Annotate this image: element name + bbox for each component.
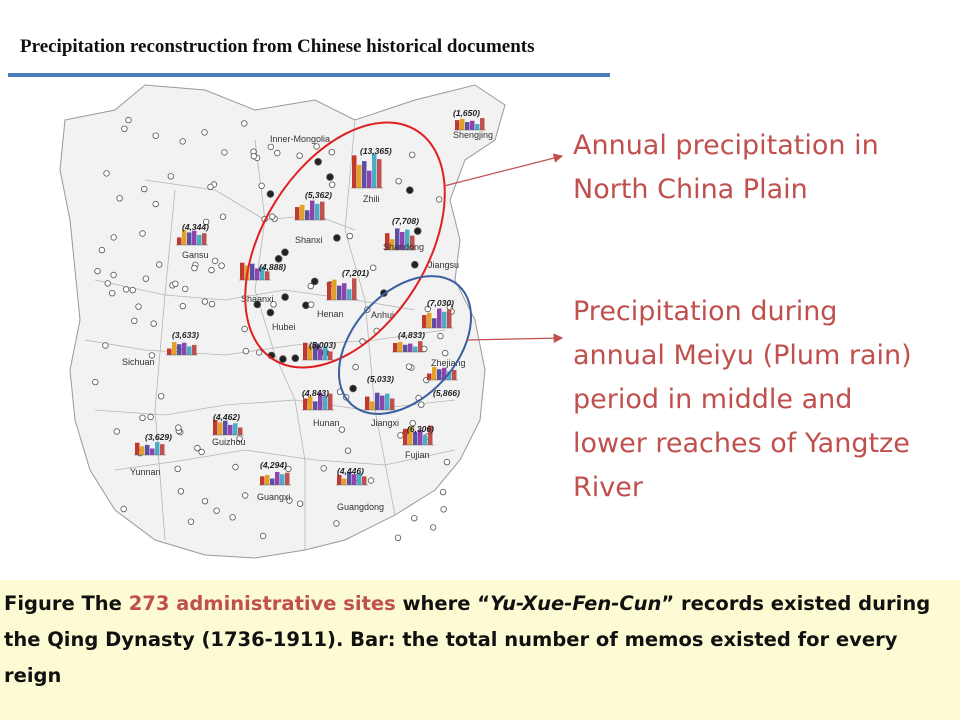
bar-guizhou-3 — [228, 425, 233, 435]
site-marker — [345, 448, 351, 454]
site-marker — [148, 414, 154, 420]
bar-guangxi-4 — [280, 474, 285, 485]
bar-guangxi-2 — [270, 479, 275, 485]
bar-shengjing-2 — [465, 122, 470, 130]
memo-count-zhili: (13,365) — [360, 146, 392, 156]
bar-site-17-5 — [452, 370, 457, 380]
province-label-yunnan: Yunnan — [130, 467, 161, 477]
memo-count-jiangxi: (5,033) — [367, 374, 394, 384]
bar-site-17-1 — [432, 367, 437, 380]
site-marker — [327, 174, 334, 181]
site-marker — [308, 302, 314, 308]
site-marker — [329, 149, 335, 155]
site-marker — [314, 144, 320, 150]
bar-site-17-2 — [437, 369, 442, 380]
site-marker — [242, 493, 248, 499]
bar-shengjing-3 — [470, 121, 475, 130]
site-marker — [259, 183, 265, 189]
qing-sites-map — [55, 80, 560, 565]
site-marker — [269, 214, 275, 220]
bar-shanxi-1 — [300, 205, 305, 220]
bar-sichuan-2 — [177, 344, 182, 355]
site-marker — [442, 350, 448, 356]
bar-fujian-4 — [423, 435, 428, 445]
memo-count-guizhou: (4,462) — [213, 412, 240, 422]
site-marker — [214, 508, 220, 514]
site-marker — [140, 415, 146, 421]
site-marker — [175, 466, 181, 472]
bar-site-13-5 — [418, 341, 423, 352]
bar-shaanxi-5 — [265, 271, 270, 280]
north-china-callout: Annual precipitation in North China Plain — [573, 130, 879, 205]
province-label-fujian: Fujian — [405, 450, 430, 460]
site-marker — [188, 519, 194, 525]
memo-count-fujian: (6,306) — [407, 424, 434, 434]
site-marker — [280, 356, 287, 363]
bar-hunan-1 — [308, 397, 313, 410]
province-label-henan: Henan — [317, 309, 344, 319]
memo-count-henan: (7,201) — [342, 268, 369, 278]
site-marker — [396, 178, 402, 184]
bar-shanxi-4 — [315, 204, 320, 220]
bar-sichuan-5 — [192, 345, 197, 355]
site-marker — [436, 197, 442, 203]
site-marker — [209, 301, 215, 307]
memo-count-guangdong: (4,446) — [337, 466, 364, 476]
site-marker — [267, 309, 274, 316]
memo-count-shengjing: (1,650) — [453, 108, 480, 118]
slide-title: Precipitation reconstruction from Chinese historical documents — [20, 36, 535, 57]
site-marker — [212, 258, 218, 264]
site-marker — [104, 171, 110, 177]
site-marker — [202, 498, 208, 504]
site-marker — [126, 117, 132, 123]
bar-guizhou-2 — [223, 421, 228, 435]
caption-box — [0, 580, 960, 720]
bar-shengjing-0 — [455, 120, 460, 130]
bar-zhili-3 — [367, 171, 372, 188]
bar-jiangxi-0 — [365, 397, 370, 410]
memo-count-shaanxi: (4,888) — [259, 262, 286, 272]
province-label-shandong: Shandong — [383, 242, 425, 252]
site-marker — [192, 265, 198, 271]
site-marker — [440, 489, 446, 495]
memo-count-sichuan: (3,633) — [172, 330, 199, 340]
bar-shanxi-5 — [320, 202, 325, 220]
bar-guizhou-0 — [213, 420, 218, 435]
bar-shaanxi-0 — [240, 263, 245, 280]
bar-hunan-2 — [313, 401, 318, 410]
memo-count-hunan: (4,843) — [302, 388, 329, 398]
site-marker — [438, 333, 444, 339]
site-marker — [321, 466, 327, 472]
bar-site-12-5 — [328, 351, 333, 360]
site-marker — [173, 281, 179, 287]
site-marker — [406, 187, 413, 194]
bar-henan-4 — [347, 289, 352, 300]
site-marker — [282, 294, 289, 301]
bar-henan-5 — [352, 278, 357, 300]
province-label-zhili: Zhili — [363, 194, 380, 204]
site-marker — [347, 233, 353, 239]
memo-count-site-12: (5,003) — [309, 340, 336, 350]
bar-guangxi-1 — [265, 475, 270, 485]
site-marker — [315, 158, 322, 165]
site-marker — [153, 133, 159, 139]
bar-yunnan-0 — [135, 443, 140, 455]
bar-guangdong-5 — [362, 476, 367, 485]
site-marker — [111, 272, 117, 278]
site-marker — [243, 348, 249, 354]
site-marker — [219, 263, 225, 269]
site-marker — [180, 303, 186, 309]
memo-count-anhui: (7,030) — [427, 298, 454, 308]
bar-gansu-3 — [192, 231, 197, 245]
site-marker — [292, 355, 299, 362]
bar-guizhou-4 — [233, 423, 238, 435]
site-marker — [103, 343, 109, 349]
site-marker — [395, 535, 401, 541]
bar-anhui-2 — [432, 318, 437, 328]
site-marker — [109, 290, 115, 296]
bar-guangdong-0 — [337, 475, 342, 485]
site-marker — [208, 184, 214, 190]
site-marker — [202, 130, 208, 136]
memo-count-yunnan: (3,629) — [145, 432, 172, 442]
province-label-inner-mongolia: Inner-Mongolia — [270, 134, 331, 144]
site-marker — [130, 287, 136, 293]
site-marker — [122, 126, 128, 132]
site-marker — [242, 121, 248, 127]
site-marker — [114, 429, 120, 435]
site-marker — [95, 268, 101, 274]
bar-gansu-4 — [197, 235, 202, 245]
province-label-guizhou: Guizhou — [212, 437, 246, 447]
site-marker — [297, 501, 303, 507]
site-marker — [141, 186, 147, 192]
site-marker — [419, 402, 425, 408]
bar-guizhou-5 — [238, 427, 243, 435]
site-marker — [430, 525, 436, 531]
bar-henan-3 — [342, 283, 347, 300]
province-label-sichuan: Sichuan — [122, 357, 155, 367]
bar-site-12-3 — [318, 348, 323, 360]
site-marker — [182, 286, 188, 292]
bar-shanxi-2 — [305, 210, 310, 220]
bar-yunnan-5 — [160, 444, 165, 455]
site-marker — [156, 262, 162, 268]
site-marker — [414, 228, 421, 235]
site-marker — [99, 247, 105, 253]
bar-zhili-5 — [377, 159, 382, 188]
site-marker — [136, 304, 142, 310]
bar-anhui-0 — [422, 315, 427, 328]
bar-gansu-0 — [177, 237, 182, 245]
bar-henan-0 — [327, 282, 332, 300]
title-underline — [8, 73, 610, 77]
site-marker — [158, 393, 164, 399]
site-marker — [353, 364, 359, 370]
site-marker — [275, 150, 281, 156]
bar-guangxi-5 — [285, 473, 290, 485]
bar-sichuan-3 — [182, 343, 187, 355]
site-marker — [412, 515, 418, 521]
bar-gansu-1 — [182, 230, 187, 245]
site-marker — [256, 350, 262, 356]
bar-anhui-4 — [442, 312, 447, 328]
bar-gansu-2 — [187, 232, 192, 245]
site-marker — [143, 276, 149, 282]
site-marker — [297, 153, 303, 159]
site-marker — [242, 326, 248, 332]
bar-sichuan-4 — [187, 346, 192, 355]
site-marker — [202, 299, 208, 305]
bar-zhili-4 — [372, 153, 377, 188]
bar-guizhou-1 — [218, 422, 223, 435]
site-marker — [176, 425, 182, 431]
bar-shaanxi-2 — [250, 264, 255, 280]
bar-shengjing-1 — [460, 119, 465, 130]
bar-henan-1 — [332, 280, 337, 300]
site-marker — [153, 201, 159, 207]
province-label-hunan: Hunan — [313, 418, 340, 428]
memo-count-shandong: (7,708) — [392, 216, 419, 226]
site-marker — [230, 515, 236, 521]
site-marker — [444, 459, 450, 465]
bar-site-13-1 — [398, 342, 403, 352]
province-label-shengjing: Shengjing — [453, 130, 494, 140]
site-marker — [406, 364, 412, 370]
memo-count-site-13: (4,833) — [398, 330, 425, 340]
caption-highlight: 273 administrative sites — [128, 592, 396, 615]
province-label-hubei: Hubei — [272, 322, 296, 332]
site-marker — [267, 191, 274, 198]
site-marker — [398, 433, 404, 439]
bar-site-13-4 — [413, 347, 418, 352]
bar-site-12-0 — [303, 343, 308, 360]
site-marker — [140, 231, 146, 237]
province-label-gansu: Gansu — [182, 250, 209, 260]
site-marker — [222, 150, 228, 156]
site-marker — [93, 379, 99, 385]
bar-yunnan-2 — [145, 445, 150, 455]
bar-sichuan-0 — [167, 349, 172, 355]
bar-jiangxi-3 — [380, 396, 385, 410]
memo-count-shanxi: (5,362) — [305, 190, 332, 200]
site-marker — [370, 265, 376, 271]
site-marker — [411, 261, 418, 268]
site-marker — [282, 249, 289, 256]
site-marker — [199, 449, 205, 455]
caption-prefix: Figure The — [4, 592, 129, 615]
site-marker — [121, 506, 127, 512]
memo-count-guangxi: (4,294) — [260, 460, 287, 470]
site-marker — [220, 214, 226, 220]
bar-yunnan-1 — [140, 446, 145, 455]
province-label-guangdong: Guangdong — [337, 502, 385, 512]
site-marker — [233, 464, 239, 470]
bar-zhili-0 — [352, 155, 357, 188]
bar-guangxi-0 — [260, 476, 265, 485]
site-marker — [311, 278, 318, 285]
caption-italic-term: Yu-Xue-Fen-Cun — [490, 592, 662, 615]
site-marker — [209, 267, 215, 273]
site-marker — [350, 385, 357, 392]
bar-jiangxi-1 — [370, 401, 375, 410]
site-marker — [123, 287, 129, 293]
site-marker — [251, 153, 257, 159]
bar-gansu-5 — [202, 233, 207, 245]
site-marker — [168, 174, 174, 180]
site-marker — [117, 196, 123, 202]
province-label-jiangxi: Jiangxi — [371, 418, 400, 428]
site-marker — [329, 182, 335, 188]
bar-yunnan-3 — [150, 449, 155, 455]
bar-shanxi-0 — [295, 207, 300, 220]
site-marker — [105, 281, 111, 287]
bar-jiangxi-2 — [375, 393, 380, 410]
meiyu-callout: Precipitation during annual Meiyu (Plum rain) period in middle and lower reaches of Yangtze River — [573, 296, 912, 503]
site-marker — [334, 521, 340, 527]
bar-guangdong-1 — [342, 479, 347, 485]
bar-site-13-0 — [393, 343, 398, 352]
caption-mid: where “ — [395, 592, 491, 615]
caption-suffix: ” records existed during the Qing Dynasty (1736-1911). Bar: the total number of memos existed for every reign — [4, 592, 931, 687]
site-marker — [409, 152, 415, 158]
bar-guangxi-3 — [275, 472, 280, 485]
province-label-shanxi: Shanxi — [295, 235, 323, 245]
bar-shengjing-5 — [480, 118, 485, 130]
site-marker — [368, 478, 374, 484]
bar-anhui-3 — [437, 309, 442, 328]
bar-zhili-2 — [362, 161, 367, 188]
bar-zhili-1 — [357, 165, 362, 188]
site-marker — [178, 489, 184, 495]
bar-jiangxi-4 — [385, 394, 390, 410]
site-marker — [268, 144, 274, 150]
memo-count-gansu: (4,344) — [182, 222, 209, 232]
site-marker — [339, 427, 345, 433]
bar-anhui-1 — [427, 313, 432, 328]
bar-site-17-0 — [427, 374, 432, 380]
site-marker — [111, 235, 117, 241]
memo-count-site-17: (5,866) — [433, 388, 460, 398]
bar-sichuan-1 — [172, 342, 177, 355]
site-marker — [441, 507, 447, 513]
bar-site-13-3 — [408, 344, 413, 352]
site-marker — [180, 139, 186, 145]
province-label-zhejiang: Zhejiang — [431, 358, 466, 368]
province-label-jiangsu: Jiangsu — [428, 260, 460, 270]
bar-anhui-5 — [447, 310, 452, 328]
site-marker — [260, 533, 266, 539]
bar-hunan-0 — [303, 398, 308, 410]
bar-henan-2 — [337, 286, 342, 300]
site-marker — [334, 235, 341, 242]
province-label-shaanxi: Shaanxi — [241, 294, 274, 304]
province-label-guangxi: Guangxi — [257, 492, 291, 502]
site-marker — [132, 318, 138, 324]
bar-jiangxi-5 — [390, 398, 395, 410]
bar-site-13-2 — [403, 345, 408, 352]
bar-yunnan-4 — [155, 442, 160, 455]
province-label-anhui: Anhui — [371, 310, 395, 320]
site-marker — [151, 321, 157, 327]
figure-caption — [4, 586, 954, 694]
bar-shanxi-3 — [310, 201, 315, 220]
